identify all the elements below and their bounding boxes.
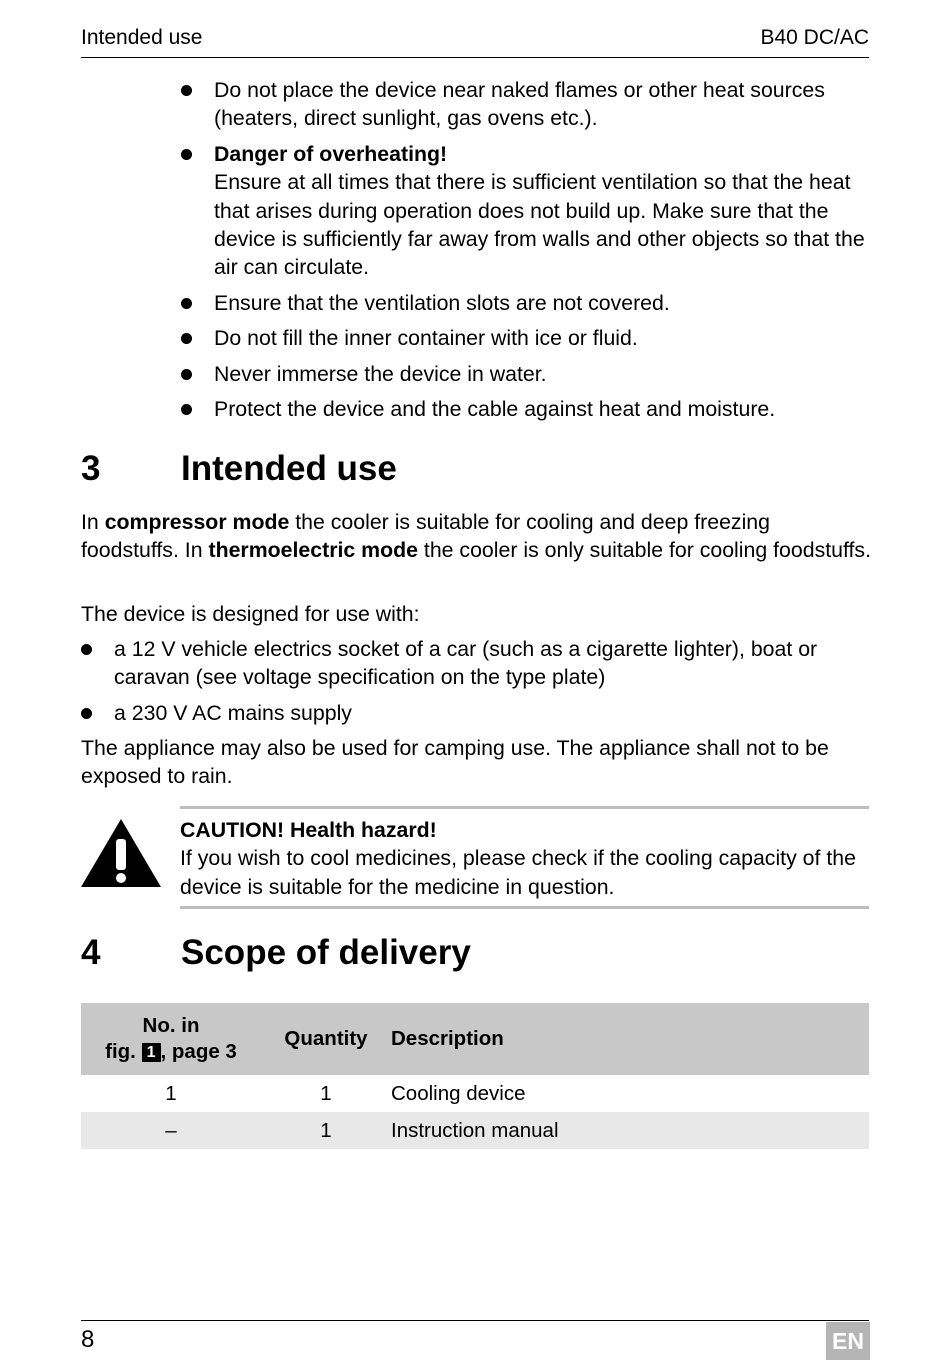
list-item: Protect the device and the cable against heat and moisture. bbox=[214, 395, 874, 423]
caution-heading: CAUTION! Health hazard! bbox=[180, 818, 437, 842]
list-item: a 12 V vehicle electrics socket of a car (such as a cigarette lighter), boat or caravan (see voltage specification on the type plate) bbox=[114, 635, 874, 692]
camping-paragraph: The appliance may also be used for camping use. The appliance shall not to be exposed to rain. bbox=[81, 736, 829, 789]
table-header-row bbox=[81, 1003, 869, 1075]
designed-for-paragraph: The device is designed for use with: bbox=[81, 602, 420, 626]
bullet-icon bbox=[181, 369, 192, 380]
use-list bbox=[114, 635, 874, 734]
bullet-icon bbox=[181, 149, 192, 160]
list-item: Danger of overheating! Ensure at all times that there is sufficient ventilation so that the heat that arises during operation does not build up. Make sure that the device is sufficiently far away from walls and other objects so that the air can circulate. bbox=[214, 140, 874, 282]
section-number: 3 bbox=[81, 449, 101, 488]
safety-list bbox=[214, 76, 874, 430]
figure-number-box: 1 bbox=[142, 1043, 161, 1062]
list-item: Do not fill the inner container with ice or fluid. bbox=[214, 324, 874, 352]
header-section-title: Intended use bbox=[81, 26, 203, 49]
caution-text: If you wish to cool medicines, please check if the cooling capacity of the device is suitable for the medicine in question. bbox=[180, 846, 856, 899]
header-no-in-fig: No. in fig. 1 , page 3 bbox=[81, 1003, 261, 1075]
table-row: 1 1 Cooling device bbox=[165, 1081, 526, 1105]
caution-box bbox=[180, 806, 869, 909]
header-description: Description bbox=[391, 1003, 869, 1075]
warning-triangle-icon bbox=[80, 817, 162, 889]
table-row: – 1 Instruction manual bbox=[81, 1112, 869, 1149]
bullet-icon bbox=[81, 644, 92, 655]
page-number: 8 bbox=[81, 1326, 95, 1353]
language-badge: EN bbox=[826, 1322, 870, 1360]
list-item: Do not place the device near naked flames or other heat sources (heaters, direct sunlight, gas ovens etc.). bbox=[214, 76, 874, 133]
section-number: 4 bbox=[81, 933, 101, 972]
header-quantity: Quantity bbox=[261, 1003, 391, 1075]
scope-of-delivery-table bbox=[81, 1003, 869, 1149]
bullet-icon bbox=[181, 85, 192, 96]
footer-divider bbox=[81, 1320, 869, 1321]
page-header bbox=[81, 26, 869, 58]
bullet-icon bbox=[181, 333, 192, 344]
section-title: Scope of delivery bbox=[181, 933, 471, 972]
bullet-icon bbox=[181, 298, 192, 309]
overheating-heading: Danger of overheating! bbox=[214, 141, 448, 166]
list-item: Ensure that the ventilation slots are not covered. bbox=[214, 289, 874, 317]
intended-use-paragraph: In compressor mode the cooler is suitable for cooling and deep freezing foodstuffs. In thermoelectric mode the cooler is only suitable for cooling foodstuffs. bbox=[81, 510, 872, 563]
section-title: Intended use bbox=[181, 449, 397, 488]
header-model: B40 DC/AC bbox=[760, 26, 869, 49]
list-item: Never immerse the device in water. bbox=[214, 360, 874, 388]
list-item: a 230 V AC mains supply bbox=[114, 699, 874, 727]
bullet-icon bbox=[81, 708, 92, 719]
bullet-icon bbox=[181, 404, 192, 415]
